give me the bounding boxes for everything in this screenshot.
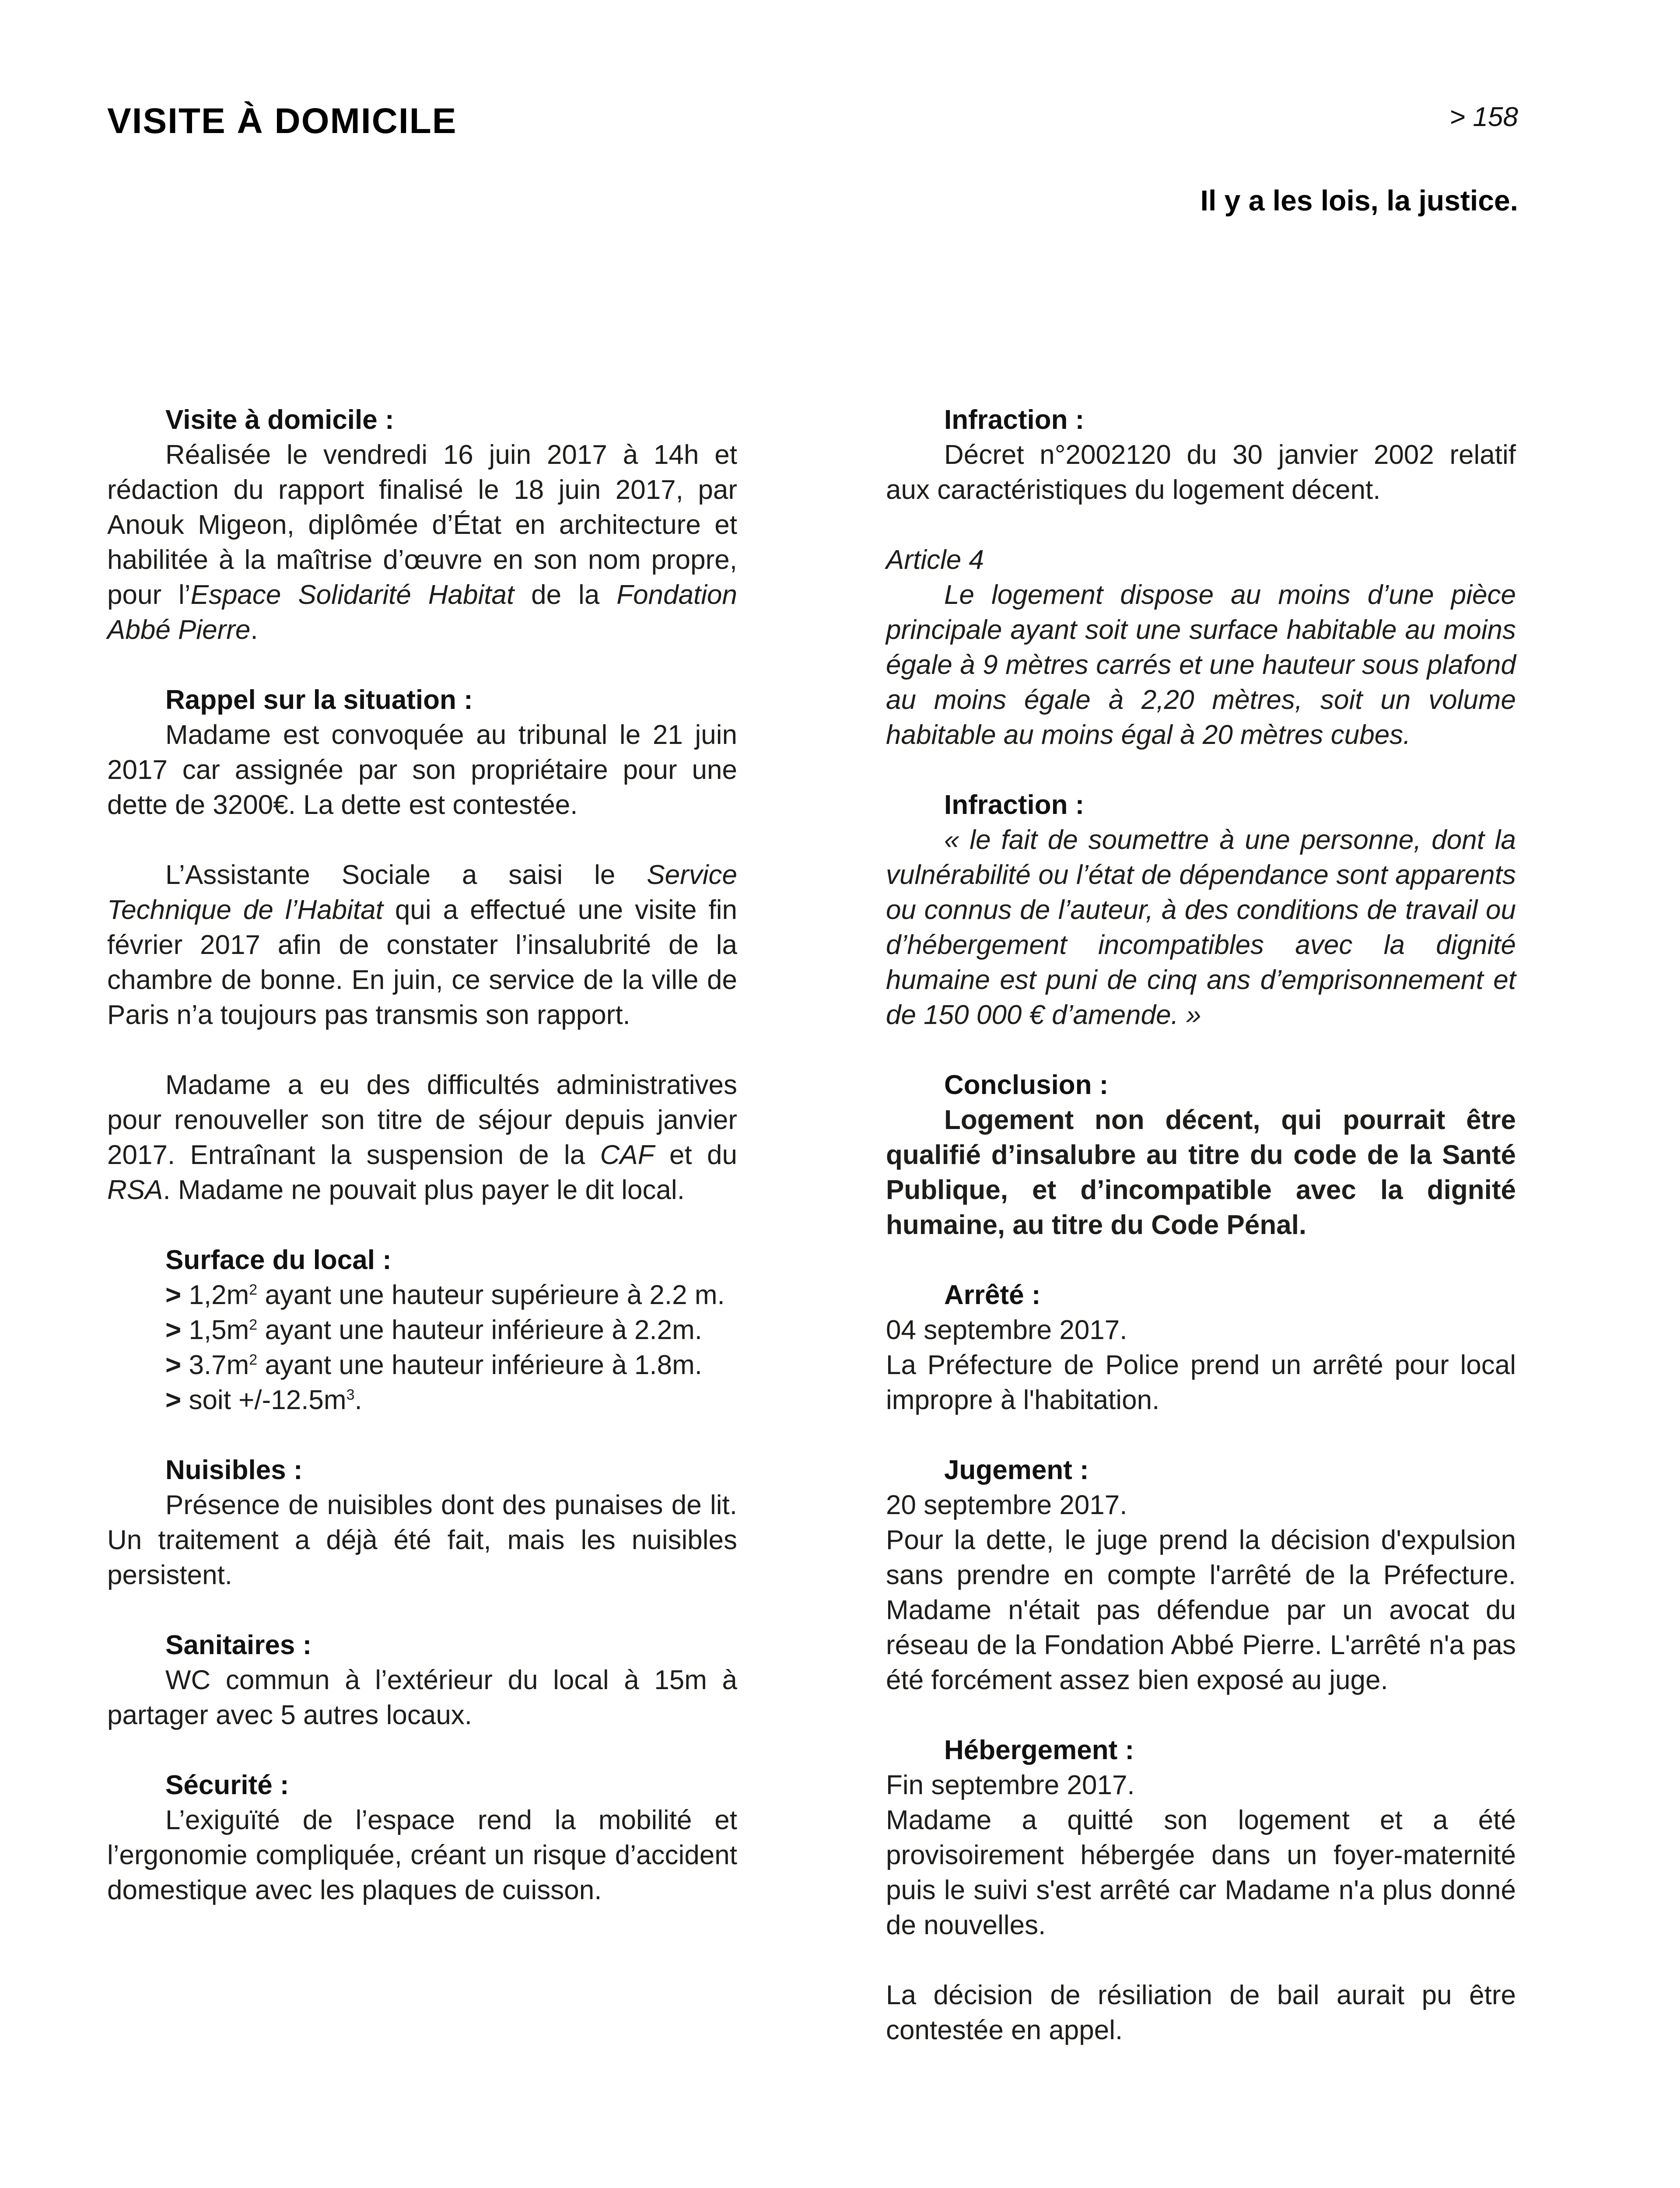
- section-conclusion: [886, 1068, 1516, 1243]
- section-heading: Surface du local :: [165, 1245, 392, 1275]
- section-decision: [886, 1978, 1516, 2048]
- section-infraction-code-penal: [886, 788, 1516, 1033]
- section-heading: Infraction :: [944, 405, 1085, 435]
- tagline: Il y a les lois, la justice.: [1200, 184, 1518, 217]
- section-text: Réalisée le vendredi 16 juin 2017 à 14h et rédaction du rapport finalisé le 18 juin 2017, par Anouk Migeon, diplômée d’État en architecture et habilitée à la maîtrise d’œuvre en son nom propre, pour l’Espace Solidarité Habitat de la Fondation Abbé Pierre.: [107, 440, 738, 645]
- left-column: [107, 403, 737, 1943]
- section-heading: Hébergement :: [944, 1735, 1134, 1765]
- section-infraction-decret: [886, 403, 1516, 508]
- section-text: Madame a quitté son logement et a été provisoirement hébergée dans un foyer-maternité puis le suivi s'est arrêté car Madame n'a plus donné de nouvelles.: [886, 1805, 1516, 1940]
- page-title: VISITE À DOMICILE: [107, 101, 457, 141]
- section-date: 20 septembre 2017.: [886, 1490, 1127, 1520]
- section-heading: Visite à domicile :: [165, 405, 394, 435]
- section-heading: Sanitaires :: [165, 1630, 312, 1660]
- section-hebergement: [886, 1733, 1516, 1943]
- section-assistante: [107, 858, 737, 1033]
- list-item: > $1,2m^2$ ayant une hauteur supérieure à 2.2 m.: [165, 1280, 725, 1310]
- section-heading: Rappel sur la situation :: [165, 685, 473, 715]
- section-article-4: [886, 543, 1516, 753]
- section-visite: [107, 403, 737, 648]
- section-text: L’exiguïté de l’espace rend la mobilité et l’ergonomie compliquée, créant un risque d’accident domestique avec les plaques de cuisson.: [107, 1805, 737, 1905]
- list-item: > soit $+/-12.5m^3$.: [165, 1385, 362, 1415]
- section-heading: Infraction :: [944, 790, 1085, 820]
- section-text: WC commun à l’extérieur du local à 15m à partager avec 5 autres locaux.: [107, 1665, 737, 1730]
- section-text: Madame est convoquée au tribunal le 21 juin 2017 car assignée par son propriétaire pour une dette de 3200€. La dette est contestée.: [107, 720, 737, 820]
- section-rappel: [107, 683, 737, 823]
- section-text: Logement non décent, qui pourrait être qualifié d’insalubre au titre du code de la Santé Publique, et d’incompatible avec la dignité humaine, au titre du Code Pénal.: [886, 1105, 1516, 1240]
- section-text: Madame a eu des difficultés administratives pour renouveller son titre de séjour depuis janvier 2017. Entraînant la suspension de la CAF et du RSA. Madame ne pouvait plus payer le dit local.: [107, 1070, 737, 1205]
- section-date: 04 septembre 2017.: [886, 1315, 1127, 1345]
- section-heading: Nuisibles :: [165, 1455, 303, 1485]
- section-heading: Jugement :: [944, 1455, 1089, 1485]
- section-securite: [107, 1768, 737, 1908]
- list-item: > $1,5m^2$ ayant une hauteur inférieure à 2.2m.: [165, 1315, 702, 1345]
- list-item: > $3.7m^2$ ayant une hauteur inférieure à 1.8m.: [165, 1350, 702, 1380]
- section-heading: Sécurité :: [165, 1770, 289, 1800]
- article-label: Article 4: [886, 545, 984, 575]
- section-jugement: [886, 1453, 1516, 1698]
- section-sanitaires: [107, 1628, 737, 1733]
- section-heading: Conclusion :: [944, 1070, 1109, 1100]
- section-text: L’Assistante Sociale a saisi le Service Technique de l’Habitat qui a effectué une visite fin février 2017 afin de constater l’insalubrité de la chambre de bonne. En juin, ce service de la ville de Paris n’a toujours pas transmis son rapport.: [107, 860, 737, 1030]
- section-surface: [107, 1243, 737, 1418]
- section-text: Pour la dette, le juge prend la décision d'expulsion sans prendre en compte l'arrêté de la Préfecture. Madame n'était pas défendue par un avocat du réseau de la Fondation Abbé Pierre. L'arrêté n'a pas été forcément assez bien exposé au juge.: [886, 1525, 1516, 1695]
- section-date: Fin septembre 2017.: [886, 1770, 1135, 1800]
- section-difficultes: [107, 1068, 737, 1208]
- section-text: La Préfecture de Police prend un arrêté pour local impropre à l'habitation.: [886, 1350, 1516, 1415]
- section-arrete: [886, 1278, 1516, 1418]
- section-heading: Arrêté :: [944, 1280, 1041, 1310]
- section-text: Le logement dispose au moins d’une pièce principale ayant soit une surface habitable au moins égale à 9 mètres carrés et une hauteur sous plafond au moins égale à 2,20 mètres, soit un volume habitable au moins égal à 20 mètres cubes.: [886, 580, 1516, 750]
- section-text: La décision de résiliation de bail aurait pu être contestée en appel.: [886, 1980, 1516, 2045]
- page-number: > 158: [1449, 102, 1518, 132]
- section-text: Décret n°2002120 du 30 janvier 2002 relatif aux caractéristiques du logement décent.: [886, 440, 1516, 505]
- section-nuisibles: [107, 1453, 737, 1593]
- section-text: Présence de nuisibles dont des punaises de lit. Un traitement a déjà été fait, mais les nuisibles persistent.: [107, 1490, 737, 1590]
- section-text: « le fait de soumettre à une personne, dont la vulnérabilité ou l’état de dépendance sont apparents ou connus de l’auteur, à des conditions de travail ou d’hébergement incompatibles avec la dignité humaine est puni de cinq ans d’emprisonnement et de 150 000 € d’amende. »: [886, 825, 1516, 1030]
- right-column: [886, 403, 1516, 2083]
